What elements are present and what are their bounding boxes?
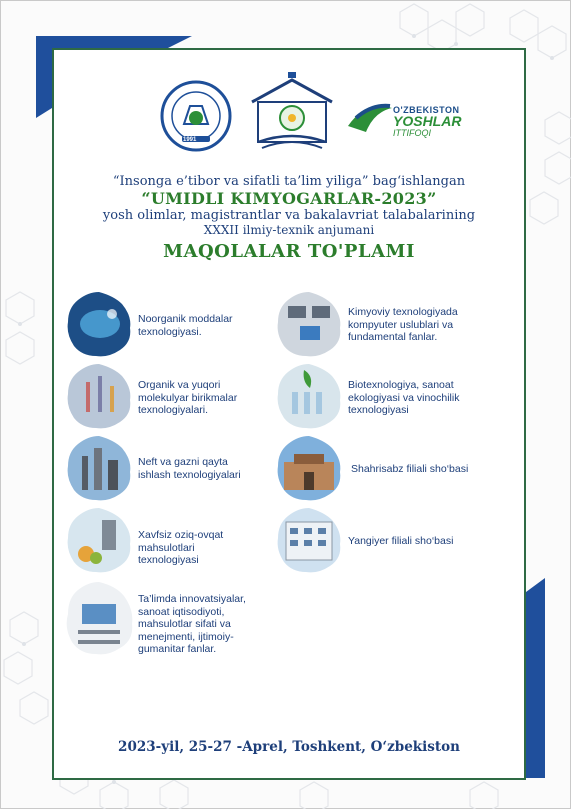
dedication-line: “Insonga e’tibor va sifatli ta’lim yiliga” bag‘ishlangan <box>112 174 466 189</box>
youth-union-line2: YOSHLAR <box>393 113 462 129</box>
section-label-line: texnologiyasi. <box>138 325 202 338</box>
seal-year: 1991 <box>183 137 197 143</box>
section-label-line: Ta’limda innovatsiyalar, <box>138 593 246 605</box>
section-label-line: mahsulotlar sifati va <box>138 618 231 630</box>
section-label-line: Biotexnologiya, sanoat <box>348 379 454 391</box>
section-label-line: texnologiyasi <box>348 404 409 416</box>
section-label-inorganic <box>138 313 233 338</box>
youth-union-line3: ITTIFOQI <box>393 128 431 138</box>
section-label-yangiyer <box>348 535 453 548</box>
section-image-shahrisabz-branch <box>274 434 344 502</box>
conference-name: “UMIDLI KIMYOGARLAR-2023” <box>141 189 437 208</box>
section-label-line: fundamental fanlar. <box>348 331 438 343</box>
section-image-computer <box>274 290 344 358</box>
section-label-line: Yangiyer filiali sho‘basi <box>348 535 454 547</box>
section-label-line: sanoat iqtisodiyoti, <box>138 605 225 618</box>
section-label-line: gumanitar fanlar. <box>138 643 217 655</box>
section-label-oil-gas <box>138 456 241 481</box>
conference-number: XXXII ilmiy-texnik anjumani <box>203 223 375 237</box>
youth-union-logo <box>346 98 394 134</box>
section-image-biotech <box>274 362 344 430</box>
section-label-line: Noorganik moddalar <box>138 313 233 325</box>
section-image-oil-gas <box>64 434 134 502</box>
section-image-food-safety <box>64 506 134 574</box>
section-label-line: ishlash texnologiyalari <box>138 468 241 481</box>
section-label-line: mahsulotlari <box>138 541 195 554</box>
section-label-line: texnologiyasi <box>138 554 199 566</box>
section-image-yangiyer-branch <box>274 506 344 574</box>
section-label-line: ekologiyasi va vinochilik <box>348 391 460 404</box>
participants-line: yosh olimlar, magistrantlar va bakalavriat talabalarining <box>102 208 476 223</box>
section-label-line: texnologiyalari. <box>138 404 209 416</box>
section-label-line: Organik va yuqori <box>138 379 221 391</box>
section-label-computer <box>348 306 458 344</box>
section-image-organic <box>64 362 134 430</box>
youth-union-line1: O'ZBEKISTON <box>393 105 460 115</box>
section-image-education <box>64 580 134 658</box>
ministry-emblem-logo <box>246 72 338 154</box>
section-image-inorganic <box>64 290 134 358</box>
section-label-education <box>138 593 246 656</box>
section-label-line: Shahrisabz filiali sho‘basi <box>351 463 469 475</box>
section-label-line: molekulyar birikmalar <box>138 391 238 404</box>
section-label-biotech <box>348 379 459 417</box>
section-label-line: Neft va gazni qayta <box>138 456 228 468</box>
date-location-footer: 2023-yil, 25-27 -Aprel, Toshkent, O‘zbekiston <box>118 739 460 755</box>
collection-title: MAQOLALAR TO'PLAMI <box>163 241 415 262</box>
section-label-shahrisabz <box>351 463 468 476</box>
section-label-line: Kimyoviy texnologiyada <box>348 306 458 318</box>
section-label-organic <box>138 379 237 417</box>
section-label-line: kompyuter uslublari va <box>348 318 454 331</box>
section-label-food-safety <box>138 529 223 567</box>
section-label-line: menejmenti, ijtimoiy- <box>138 630 234 643</box>
section-label-line: Xavfsiz oziq-ovqat <box>138 529 224 541</box>
